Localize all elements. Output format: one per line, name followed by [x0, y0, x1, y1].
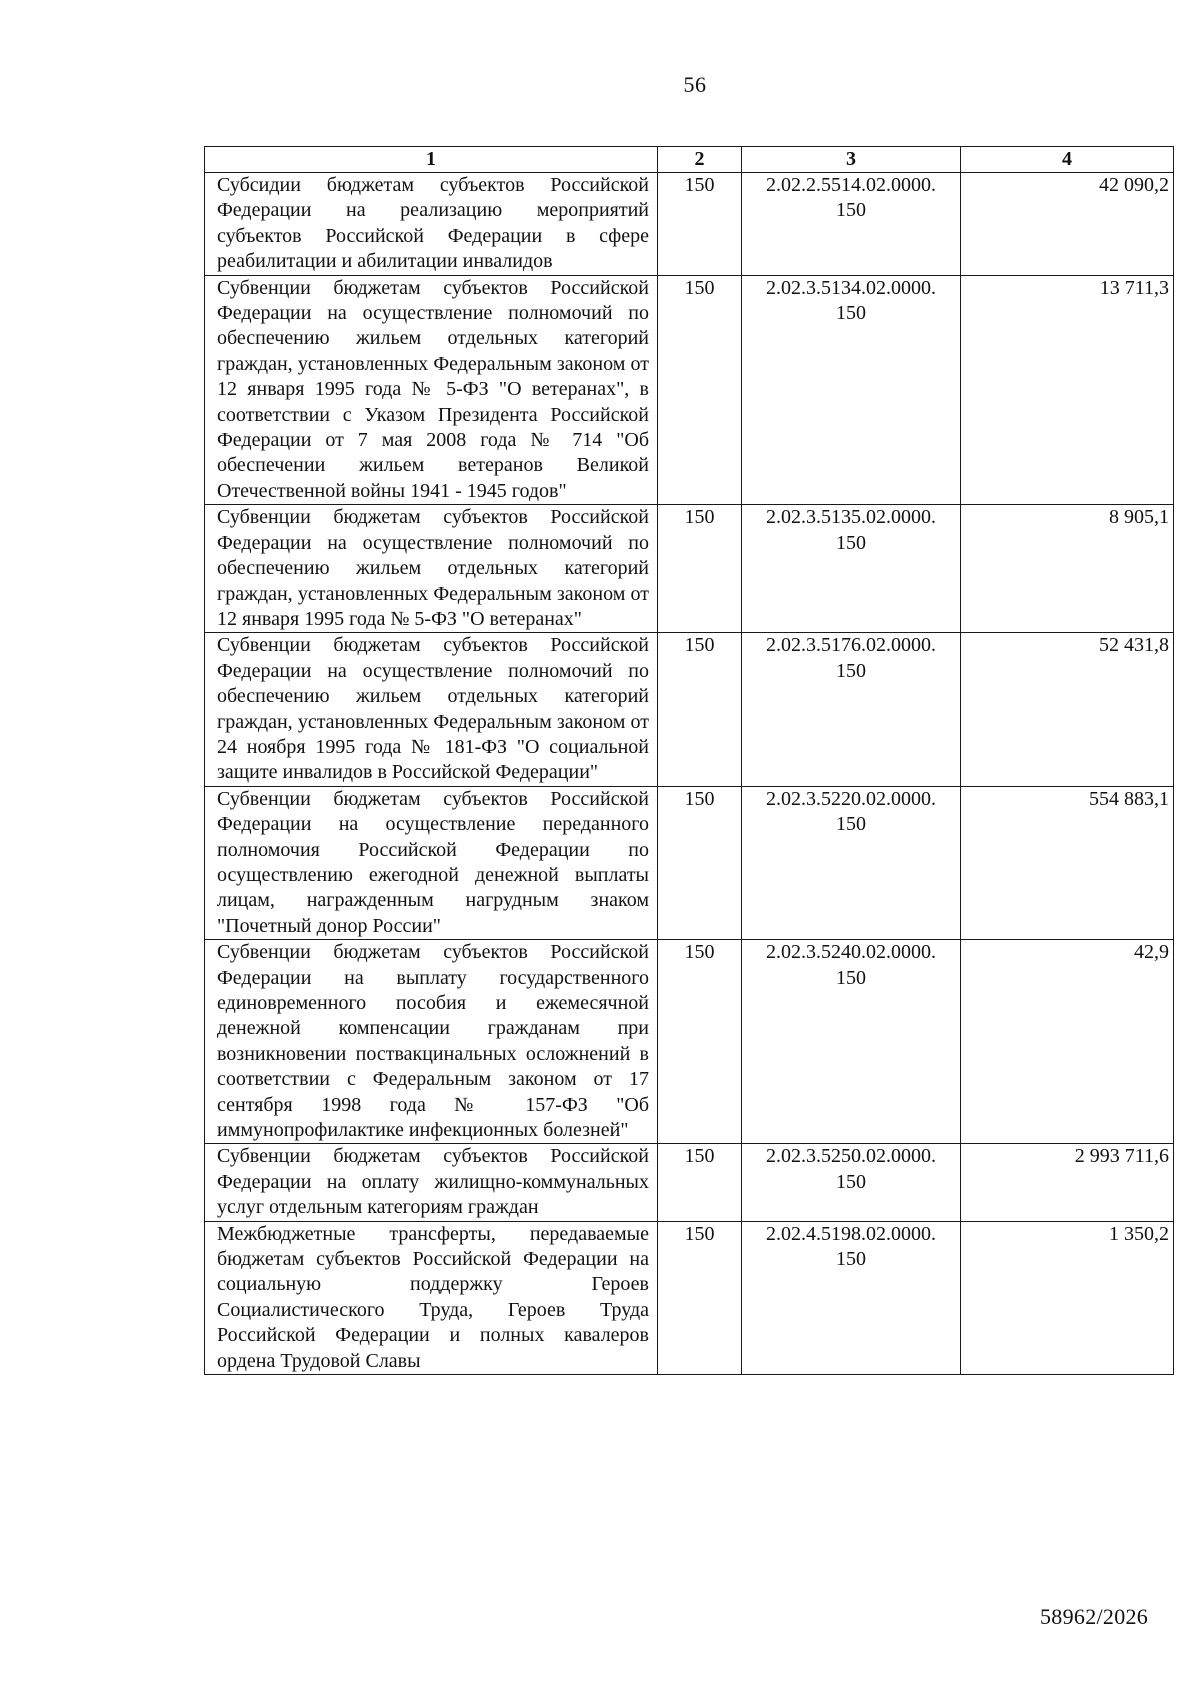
row-kvr: 150 [658, 173, 742, 276]
row-description: Субвенции бюджетам субъектов Российской Федерации на осуществление полномочий по обеспечению жильем отдельных категорий граждан, установленных Федеральным законом от 24 ноября 1995 года № 181-ФЗ "О социальной защите инвалидов в Российской Федерации" [205, 633, 658, 786]
table-row [205, 275, 1174, 505]
row-description: Субвенции бюджетам субъектов Российской Федерации на осуществление полномочий по обеспечению жильем отдельных категорий граждан, установленных Федеральным законом от 12 января 1995 года № 5-ФЗ "О ветеранах" [205, 505, 658, 633]
row-amount: 8 905,1 [961, 505, 1174, 633]
row-amount: 2 993 711,6 [961, 1144, 1174, 1221]
row-code-line2: 150 [836, 302, 866, 325]
header-col-4: 4 [961, 147, 1174, 173]
table-row [205, 1221, 1174, 1374]
row-amount: 52 431,8 [961, 633, 1174, 786]
table-row [205, 173, 1174, 276]
row-code-line2: 150 [836, 199, 866, 222]
row-code-line1: 2.02.3.5176.02.0000. [766, 634, 936, 657]
row-code-line2: 150 [836, 966, 866, 989]
row-kvr: 150 [658, 505, 742, 633]
row-kvr: 150 [658, 786, 742, 939]
table-row [205, 633, 1174, 786]
header-row [205, 147, 1174, 173]
row-amount: 13 711,3 [961, 275, 1174, 505]
row-kvr: 150 [658, 1221, 742, 1374]
table-header [205, 147, 1174, 173]
row-description: Межбюджетные трансферты, передаваемые бюджетам субъектов Российской Федерации на социальную поддержку Героев Социалистического Труда, Героев Труда Российской Федерации и полных кавалеров ордена Трудовой Славы [205, 1221, 658, 1374]
row-code [742, 1144, 961, 1221]
row-description: Субвенции бюджетам субъектов Российской Федерации на осуществление полномочий по обеспечению жильем отдельных категорий граждан, установленных Федеральным законом от 12 января 1995 года № 5-ФЗ "О ветеранах", в соответствии с Указом Президента Российской Федерации от 7 мая 2008 года № 714 "Об обеспечении жильем ветеранов Великой Отечественной войны 1941 - 1945 годов" [205, 275, 658, 505]
row-code-line2: 150 [836, 531, 866, 554]
row-code-line2: 150 [836, 1170, 866, 1193]
row-description: Субвенции бюджетам субъектов Российской Федерации на выплату государственного единовременного пособия и ежемесячной денежной компенсации гражданам при возникновении поствакцинальных осложнений в соответствии с Федеральным законом от 17 сентября 1998 года № 157-ФЗ "Об иммунопрофилактике инфекционных болезней" [205, 940, 658, 1144]
row-amount: 1 350,2 [961, 1221, 1174, 1374]
row-code-line1: 2.02.3.5135.02.0000. [766, 506, 936, 529]
budget-table [204, 146, 1174, 1375]
row-code-line2: 150 [836, 813, 866, 836]
row-code [742, 1221, 961, 1374]
row-kvr: 150 [658, 633, 742, 786]
row-kvr: 150 [658, 1144, 742, 1221]
row-kvr: 150 [658, 275, 742, 505]
row-code-line2: 150 [836, 659, 866, 682]
row-description: Субвенции бюджетам субъектов Российской Федерации на осуществление переданного полномочия Российской Федерации по осуществлению ежегодной денежной выплаты лицам, награжденным нагрудным знаком "Почетный донор России" [205, 786, 658, 939]
table-row [205, 1144, 1174, 1221]
row-code [742, 786, 961, 939]
row-code-line1: 2.02.3.5134.02.0000. [766, 276, 936, 299]
row-code-line1: 2.02.3.5250.02.0000. [766, 1145, 936, 1168]
row-description: Субсидии бюджетам субъектов Российской Федерации на реализацию мероприятий субъектов Российской Федерации в сфере реабилитации и абилитации инвалидов [205, 173, 658, 276]
row-code-line1: 2.02.4.5198.02.0000. [766, 1222, 936, 1245]
page-number: 56 [683, 72, 707, 97]
table-row [205, 505, 1174, 633]
row-amount: 42 090,2 [961, 173, 1174, 276]
row-amount: 42,9 [961, 940, 1174, 1144]
row-code-line1: 2.02.3.5220.02.0000. [766, 787, 936, 810]
table-row [205, 786, 1174, 939]
row-code-line1: 2.02.2.5514.02.0000. [766, 174, 936, 196]
header-col-1: 1 [205, 147, 658, 173]
row-code [742, 275, 961, 505]
row-code-line1: 2.02.3.5240.02.0000. [766, 941, 936, 964]
row-code [742, 173, 961, 276]
table-row [205, 940, 1174, 1144]
row-code [742, 633, 961, 786]
row-description: Субвенции бюджетам субъектов Российской Федерации на оплату жилищно-коммунальных услуг отдельным категориям граждан [205, 1144, 658, 1221]
row-code [742, 505, 961, 633]
document-registration-code: 58962/2026 [1040, 1604, 1149, 1629]
row-code-line2: 150 [836, 1248, 866, 1271]
header-col-3: 3 [742, 147, 961, 173]
row-kvr: 150 [658, 940, 742, 1144]
row-code [742, 940, 961, 1144]
row-amount: 554 883,1 [961, 786, 1174, 939]
table-body [205, 173, 1174, 1375]
header-col-2: 2 [658, 147, 742, 173]
